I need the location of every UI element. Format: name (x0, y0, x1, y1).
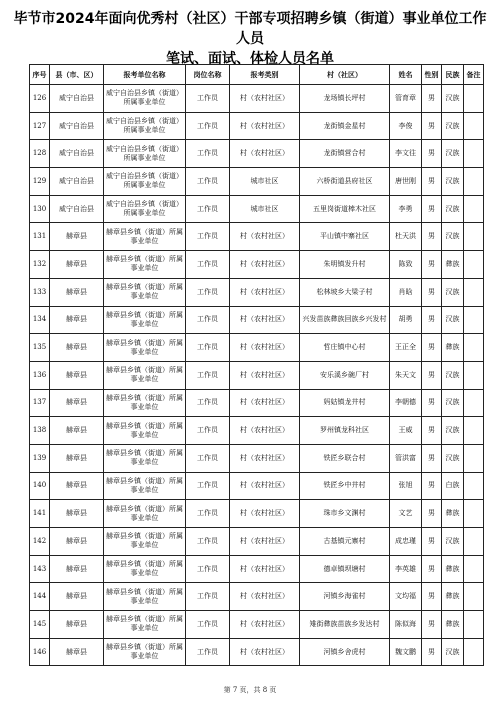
cell-county: 赫章县 (50, 444, 104, 472)
cell-ethnicity: 汉族 (442, 444, 464, 472)
cell-no: 138 (30, 417, 50, 445)
cell-village: 雉街彝族苗族乡发达村 (300, 611, 390, 639)
cell-ethnicity: 汉族 (442, 112, 464, 140)
cell-position: 工作员 (186, 555, 230, 583)
cell-village: 五里岗街道棒木社区 (300, 195, 390, 223)
title-line-2: 笔试、面试、体检人员名单 (166, 51, 334, 67)
cell-gender: 男 (422, 112, 442, 140)
cell-position: 工作员 (186, 528, 230, 556)
cell-unit: 赫章县乡镇（街道）所属事业单位 (104, 417, 186, 445)
cell-ethnicity: 汉族 (442, 361, 464, 389)
col-header-gender: 性别 (422, 65, 442, 85)
cell-name: 王威 (390, 417, 422, 445)
cell-note (464, 223, 484, 251)
cell-unit: 赫章县乡镇（街道）所属事业单位 (104, 611, 186, 639)
cell-note (464, 555, 484, 583)
cell-category: 村（农村社区） (230, 306, 300, 334)
cell-no: 142 (30, 528, 50, 556)
cell-village: 妈姑镇龙井村 (300, 389, 390, 417)
col-header-village: 村（社区） (300, 65, 390, 85)
cell-gender: 男 (422, 195, 442, 223)
table-row (30, 583, 484, 611)
cell-no: 127 (30, 112, 50, 140)
cell-category: 城市社区 (230, 195, 300, 223)
cell-gender: 男 (422, 140, 442, 168)
cell-name: 李勇 (390, 195, 422, 223)
cell-gender: 男 (422, 389, 442, 417)
cell-no: 139 (30, 444, 50, 472)
cell-position: 工作员 (186, 140, 230, 168)
cell-name: 成忠瑾 (390, 528, 422, 556)
table-row (30, 168, 484, 196)
cell-unit: 赫章县乡镇（街道）所属事业单位 (104, 389, 186, 417)
table-row (30, 361, 484, 389)
cell-ethnicity: 彝族 (442, 555, 464, 583)
cell-county: 威宁自治县 (50, 168, 104, 196)
col-header-county: 县（市、区） (50, 65, 104, 85)
cell-position: 工作员 (186, 251, 230, 279)
cell-note (464, 334, 484, 362)
table-row (30, 500, 484, 528)
cell-no: 143 (30, 555, 50, 583)
cell-gender: 男 (422, 278, 442, 306)
cell-position: 工作员 (186, 112, 230, 140)
table-row (30, 444, 484, 472)
cell-gender: 男 (422, 638, 442, 666)
cell-category: 村（农村社区） (230, 583, 300, 611)
cell-note (464, 444, 484, 472)
cell-no: 144 (30, 583, 50, 611)
cell-no: 135 (30, 334, 50, 362)
cell-note (464, 278, 484, 306)
col-header-name: 姓名 (390, 65, 422, 85)
cell-note (464, 306, 484, 334)
cell-unit: 威宁自治县乡镇（街道）所属事业单位 (104, 85, 186, 113)
cell-position: 工作员 (186, 278, 230, 306)
cell-gender: 男 (422, 361, 442, 389)
col-header-note: 备注 (464, 65, 484, 85)
cell-position: 工作员 (186, 389, 230, 417)
cell-gender: 男 (422, 444, 442, 472)
cell-village: 安乐溪乡碗厂村 (300, 361, 390, 389)
cell-ethnicity: 汉族 (442, 638, 464, 666)
cell-position: 工作员 (186, 583, 230, 611)
cell-position: 工作员 (186, 472, 230, 500)
cell-position: 工作员 (186, 417, 230, 445)
cell-county: 赫章县 (50, 528, 104, 556)
cell-name: 文艺 (390, 500, 422, 528)
cell-gender: 男 (422, 334, 442, 362)
table-row (30, 306, 484, 334)
cell-position: 工作员 (186, 500, 230, 528)
cell-village: 兴发苗族彝族回族乡兴发村 (300, 306, 390, 334)
cell-ethnicity: 汉族 (442, 417, 464, 445)
cell-ethnicity: 彝族 (442, 611, 464, 639)
cell-category: 村（农村社区） (230, 444, 300, 472)
cell-unit: 赫章县乡镇（街道）所属事业单位 (104, 444, 186, 472)
cell-name: 管育章 (390, 85, 422, 113)
cell-gender: 男 (422, 85, 442, 113)
cell-name: 李朝德 (390, 389, 422, 417)
table-row (30, 528, 484, 556)
document-title (8, 9, 492, 69)
cell-county: 赫章县 (50, 611, 104, 639)
cell-name: 陈似海 (390, 611, 422, 639)
col-header-category: 报考类别 (230, 65, 300, 85)
cell-ethnicity: 汉族 (442, 306, 464, 334)
cell-ethnicity: 汉族 (442, 168, 464, 196)
cell-note (464, 500, 484, 528)
cell-unit: 赫章县乡镇（街道）所属事业单位 (104, 223, 186, 251)
cell-category: 村（农村社区） (230, 85, 300, 113)
table-row (30, 389, 484, 417)
candidate-table (29, 64, 484, 666)
cell-note (464, 472, 484, 500)
cell-name: 胡勇 (390, 306, 422, 334)
cell-category: 村（农村社区） (230, 140, 300, 168)
cell-category: 村（农村社区） (230, 638, 300, 666)
cell-position: 工作员 (186, 85, 230, 113)
cell-name: 李文往 (390, 140, 422, 168)
cell-unit: 威宁自治县乡镇（街道）所属事业单位 (104, 168, 186, 196)
cell-ethnicity: 汉族 (442, 85, 464, 113)
cell-county: 威宁自治县 (50, 195, 104, 223)
table-row (30, 223, 484, 251)
cell-village: 珠市乡文渊村 (300, 500, 390, 528)
cell-name: 文均福 (390, 583, 422, 611)
cell-category: 村（农村社区） (230, 500, 300, 528)
table-row (30, 611, 484, 639)
cell-village: 哲庄镇中心村 (300, 334, 390, 362)
cell-position: 工作员 (186, 361, 230, 389)
table-row (30, 472, 484, 500)
cell-ethnicity: 白族 (442, 472, 464, 500)
cell-category: 村（农村社区） (230, 528, 300, 556)
cell-county: 赫章县 (50, 638, 104, 666)
cell-village: 松林坡乡大梁子村 (300, 278, 390, 306)
cell-name: 魏文鹏 (390, 638, 422, 666)
cell-unit: 赫章县乡镇（街道）所属事业单位 (104, 555, 186, 583)
cell-county: 赫章县 (50, 361, 104, 389)
table-row (30, 140, 484, 168)
cell-no: 137 (30, 389, 50, 417)
cell-no: 136 (30, 361, 50, 389)
cell-ethnicity: 彝族 (442, 334, 464, 362)
cell-unit: 威宁自治县乡镇（街道）所属事业单位 (104, 195, 186, 223)
cell-category: 村（农村社区） (230, 361, 300, 389)
cell-village: 六桥街道县府社区 (300, 168, 390, 196)
col-header-ethnicity: 民族 (442, 65, 464, 85)
cell-unit: 赫章县乡镇（街道）所属事业单位 (104, 583, 186, 611)
cell-unit: 赫章县乡镇（街道）所属事业单位 (104, 334, 186, 362)
cell-gender: 男 (422, 417, 442, 445)
cell-position: 工作员 (186, 306, 230, 334)
cell-gender: 男 (422, 528, 442, 556)
cell-unit: 赫章县乡镇（街道）所属事业单位 (104, 251, 186, 279)
cell-village: 平山镇中寨社区 (300, 223, 390, 251)
cell-no: 146 (30, 638, 50, 666)
cell-no: 126 (30, 85, 50, 113)
cell-note (464, 195, 484, 223)
cell-gender: 男 (422, 251, 442, 279)
col-header-position: 岗位名称 (186, 65, 230, 85)
cell-county: 赫章县 (50, 583, 104, 611)
cell-name: 张旭 (390, 472, 422, 500)
table-row (30, 638, 484, 666)
cell-name: 陈致 (390, 251, 422, 279)
cell-unit: 威宁自治县乡镇（街道）所属事业单位 (104, 140, 186, 168)
cell-county: 赫章县 (50, 278, 104, 306)
cell-category: 村（农村社区） (230, 389, 300, 417)
cell-county: 威宁自治县 (50, 140, 104, 168)
cell-ethnicity: 彝族 (442, 251, 464, 279)
cell-village: 龙场镇长坪村 (300, 85, 390, 113)
cell-village: 铁匠乡中井村 (300, 472, 390, 500)
cell-unit: 赫章县乡镇（街道）所属事业单位 (104, 500, 186, 528)
cell-note (464, 168, 484, 196)
cell-ethnicity: 汉族 (442, 140, 464, 168)
cell-position: 工作员 (186, 611, 230, 639)
cell-county: 赫章县 (50, 500, 104, 528)
cell-unit: 威宁自治县乡镇（街道）所属事业单位 (104, 112, 186, 140)
col-header-no: 序号 (30, 65, 50, 85)
cell-note (464, 638, 484, 666)
cell-category: 村（农村社区） (230, 472, 300, 500)
table-row (30, 195, 484, 223)
header-row (30, 65, 484, 85)
cell-note (464, 389, 484, 417)
cell-no: 129 (30, 168, 50, 196)
cell-position: 工作员 (186, 168, 230, 196)
cell-category: 村（农村社区） (230, 417, 300, 445)
cell-note (464, 583, 484, 611)
cell-no: 141 (30, 500, 50, 528)
table-row (30, 417, 484, 445)
cell-gender: 男 (422, 223, 442, 251)
cell-category: 村（农村社区） (230, 555, 300, 583)
cell-ethnicity: 汉族 (442, 528, 464, 556)
cell-no: 132 (30, 251, 50, 279)
table-row (30, 334, 484, 362)
cell-ethnicity: 汉族 (442, 195, 464, 223)
cell-gender: 男 (422, 472, 442, 500)
cell-note (464, 85, 484, 113)
cell-county: 赫章县 (50, 306, 104, 334)
cell-unit: 赫章县乡镇（街道）所属事业单位 (104, 306, 186, 334)
cell-village: 古基镇元寨村 (300, 528, 390, 556)
cell-county: 赫章县 (50, 334, 104, 362)
cell-gender: 男 (422, 555, 442, 583)
cell-note (464, 528, 484, 556)
cell-name: 朱天文 (390, 361, 422, 389)
cell-county: 赫章县 (50, 251, 104, 279)
cell-ethnicity: 汉族 (442, 389, 464, 417)
cell-name: 王正全 (390, 334, 422, 362)
cell-gender: 男 (422, 500, 442, 528)
cell-note (464, 251, 484, 279)
cell-gender: 男 (422, 583, 442, 611)
cell-name: 管洪富 (390, 444, 422, 472)
cell-no: 133 (30, 278, 50, 306)
cell-position: 工作员 (186, 638, 230, 666)
cell-no: 128 (30, 140, 50, 168)
cell-name: 李俊 (390, 112, 422, 140)
cell-county: 赫章县 (50, 472, 104, 500)
cell-gender: 男 (422, 306, 442, 334)
cell-no: 131 (30, 223, 50, 251)
cell-position: 工作员 (186, 444, 230, 472)
title-line-1: 毕节市2024年面向优秀村（社区）干部专项招聘乡镇（街道）事业单位工作人员 (13, 11, 487, 47)
table-row (30, 251, 484, 279)
cell-category: 村（农村社区） (230, 112, 300, 140)
table-row (30, 555, 484, 583)
cell-village: 龙街镇营合村 (300, 140, 390, 168)
table-body (30, 85, 484, 666)
cell-name: 唐世刚 (390, 168, 422, 196)
cell-note (464, 140, 484, 168)
page-footer: 第 7 页，共 8 页 (223, 686, 277, 694)
cell-gender: 男 (422, 611, 442, 639)
cell-unit: 赫章县乡镇（街道）所属事业单位 (104, 528, 186, 556)
cell-name: 李英雄 (390, 555, 422, 583)
cell-gender: 男 (422, 168, 442, 196)
cell-county: 赫章县 (50, 389, 104, 417)
cell-unit: 赫章县乡镇（街道）所属事业单位 (104, 472, 186, 500)
cell-category: 村（农村社区） (230, 334, 300, 362)
cell-category: 村（农村社区） (230, 223, 300, 251)
cell-village: 铁匠乡联合村 (300, 444, 390, 472)
cell-ethnicity: 汉族 (442, 223, 464, 251)
cell-county: 赫章县 (50, 555, 104, 583)
cell-no: 130 (30, 195, 50, 223)
cell-no: 134 (30, 306, 50, 334)
cell-category: 村（农村社区） (230, 251, 300, 279)
table-row (30, 85, 484, 113)
cell-note (464, 611, 484, 639)
cell-county: 威宁自治县 (50, 85, 104, 113)
table-row (30, 278, 484, 306)
cell-unit: 赫章县乡镇（街道）所属事业单位 (104, 361, 186, 389)
cell-village: 德卓镇坝塘村 (300, 555, 390, 583)
table-row (30, 112, 484, 140)
cell-county: 赫章县 (50, 223, 104, 251)
cell-note (464, 361, 484, 389)
cell-ethnicity: 汉族 (442, 278, 464, 306)
cell-category: 村（农村社区） (230, 611, 300, 639)
cell-village: 龙街镇金星村 (300, 112, 390, 140)
cell-note (464, 417, 484, 445)
cell-category: 村（农村社区） (230, 278, 300, 306)
cell-unit: 赫章县乡镇（街道）所属事业单位 (104, 278, 186, 306)
cell-village: 河镇乡海雀村 (300, 583, 390, 611)
cell-name: 杜天洪 (390, 223, 422, 251)
cell-no: 145 (30, 611, 50, 639)
cell-county: 威宁自治县 (50, 112, 104, 140)
cell-ethnicity: 彝族 (442, 500, 464, 528)
cell-note (464, 112, 484, 140)
cell-unit: 赫章县乡镇（街道）所属事业单位 (104, 638, 186, 666)
cell-position: 工作员 (186, 223, 230, 251)
cell-category: 城市社区 (230, 168, 300, 196)
cell-village: 朱明镇发升村 (300, 251, 390, 279)
cell-name: 肖晗 (390, 278, 422, 306)
cell-village: 罗州镇龙科社区 (300, 417, 390, 445)
cell-position: 工作员 (186, 195, 230, 223)
cell-position: 工作员 (186, 334, 230, 362)
cell-county: 赫章县 (50, 417, 104, 445)
col-header-unit: 报考单位名称 (104, 65, 186, 85)
cell-village: 河镇乡舍虎村 (300, 638, 390, 666)
cell-ethnicity: 彝族 (442, 583, 464, 611)
cell-no: 140 (30, 472, 50, 500)
